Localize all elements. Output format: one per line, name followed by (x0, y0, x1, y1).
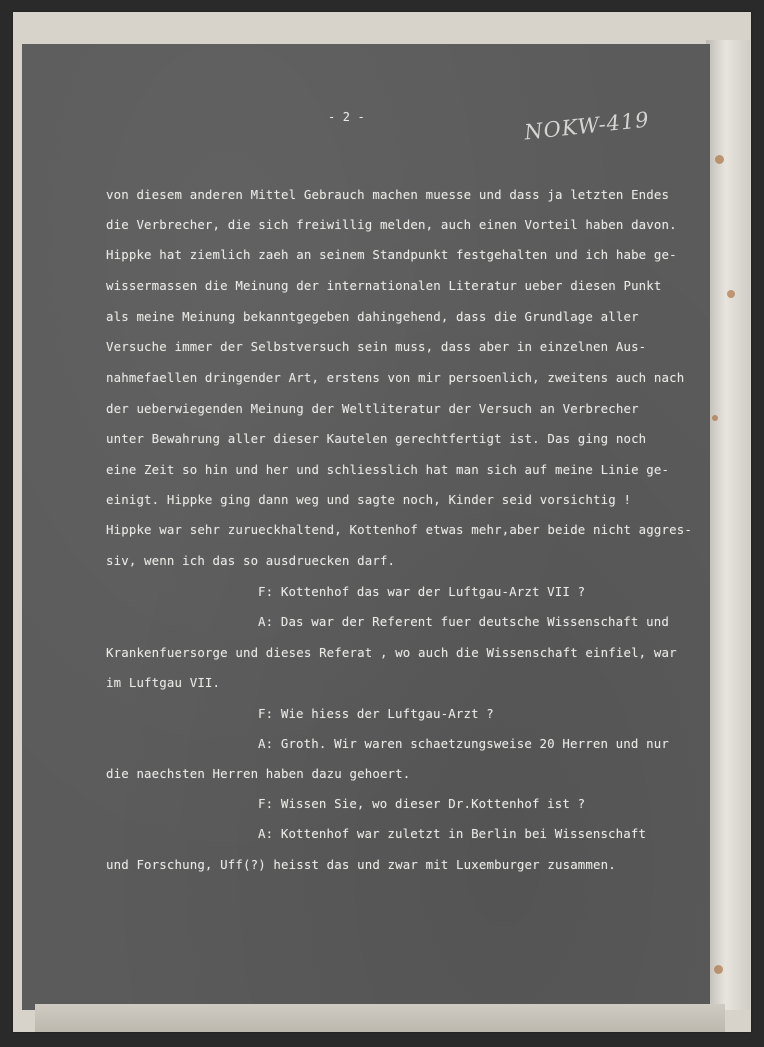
body-line: Hippke hat ziemlich zaeh an seinem Standpunkt festgehalten und ich habe ge- (106, 247, 677, 262)
paper-edge-strip (706, 40, 750, 1010)
question-line: F: Kottenhof das war der Luftgau-Arzt VII ? (258, 584, 586, 599)
rust-stain (714, 965, 723, 974)
paper-bottom-edge (35, 1004, 725, 1032)
body-line: die naechsten Herren haben dazu gehoert. (106, 766, 411, 781)
body-line: eine Zeit so hin und her und schliesslich hat man sich auf meine Linie ge- (106, 462, 670, 477)
question-line: F: Wie hiess der Luftgau-Arzt ? (258, 706, 494, 721)
body-line: Hippke war sehr zurueckhaltend, Kottenhof etwas mehr,aber beide nicht aggres- (106, 522, 692, 537)
body-line: die Verbrecher, die sich freiwillig melden, auch einen Vorteil haben davon. (106, 217, 677, 232)
body-line: Versuche immer der Selbstversuch sein muss, dass aber in einzelnen Aus- (106, 339, 647, 354)
rust-stain (712, 415, 718, 421)
body-line: Krankenfuersorge und dieses Referat , wo auch die Wissenschaft einfiel, war (106, 645, 677, 660)
body-line: nahmefaellen dringender Art, erstens von mir persoenlich, zweitens auch nach (106, 370, 685, 385)
body-line: unter Bewahrung aller dieser Kautelen gerechtfertigt ist. Das ging noch (106, 431, 647, 446)
body-line: siv, wenn ich das so ausdruecken darf. (106, 553, 396, 568)
body-line: wissermassen die Meinung der internationalen Literatur ueber diesen Punkt (106, 278, 662, 293)
body-line: als meine Meinung bekanntgegeben dahingehend, dass die Grundlage aller (106, 309, 639, 324)
body-line: im Luftgau VII. (106, 675, 221, 690)
answer-line: A: Kottenhof war zuletzt in Berlin bei Wissenschaft (258, 826, 647, 841)
body-line: von diesem anderen Mittel Gebrauch machen muesse und dass ja letzten Endes (106, 187, 670, 202)
answer-line: A: Das war der Referent fuer deutsche Wissenschaft und (258, 614, 669, 629)
handwritten-document-reference: NOKW-419 (523, 107, 651, 145)
rust-stain (715, 155, 724, 164)
answer-line: A: Groth. Wir waren schaetzungsweise 20 Herren und nur (258, 736, 669, 751)
body-line: und Forschung, Uff(?) heisst das und zwar mit Luxemburger zusammen. (106, 857, 616, 872)
question-line: F: Wissen Sie, wo dieser Dr.Kottenhof ist ? (258, 796, 586, 811)
page-number: - 2 - (328, 110, 365, 124)
rust-stain (727, 290, 735, 298)
body-line: der ueberwiegenden Meinung der Weltliteratur der Versuch an Verbrecher (106, 401, 639, 416)
body-line: einigt. Hippke ging dann weg und sagte noch, Kinder seid vorsichtig ! (106, 492, 632, 507)
